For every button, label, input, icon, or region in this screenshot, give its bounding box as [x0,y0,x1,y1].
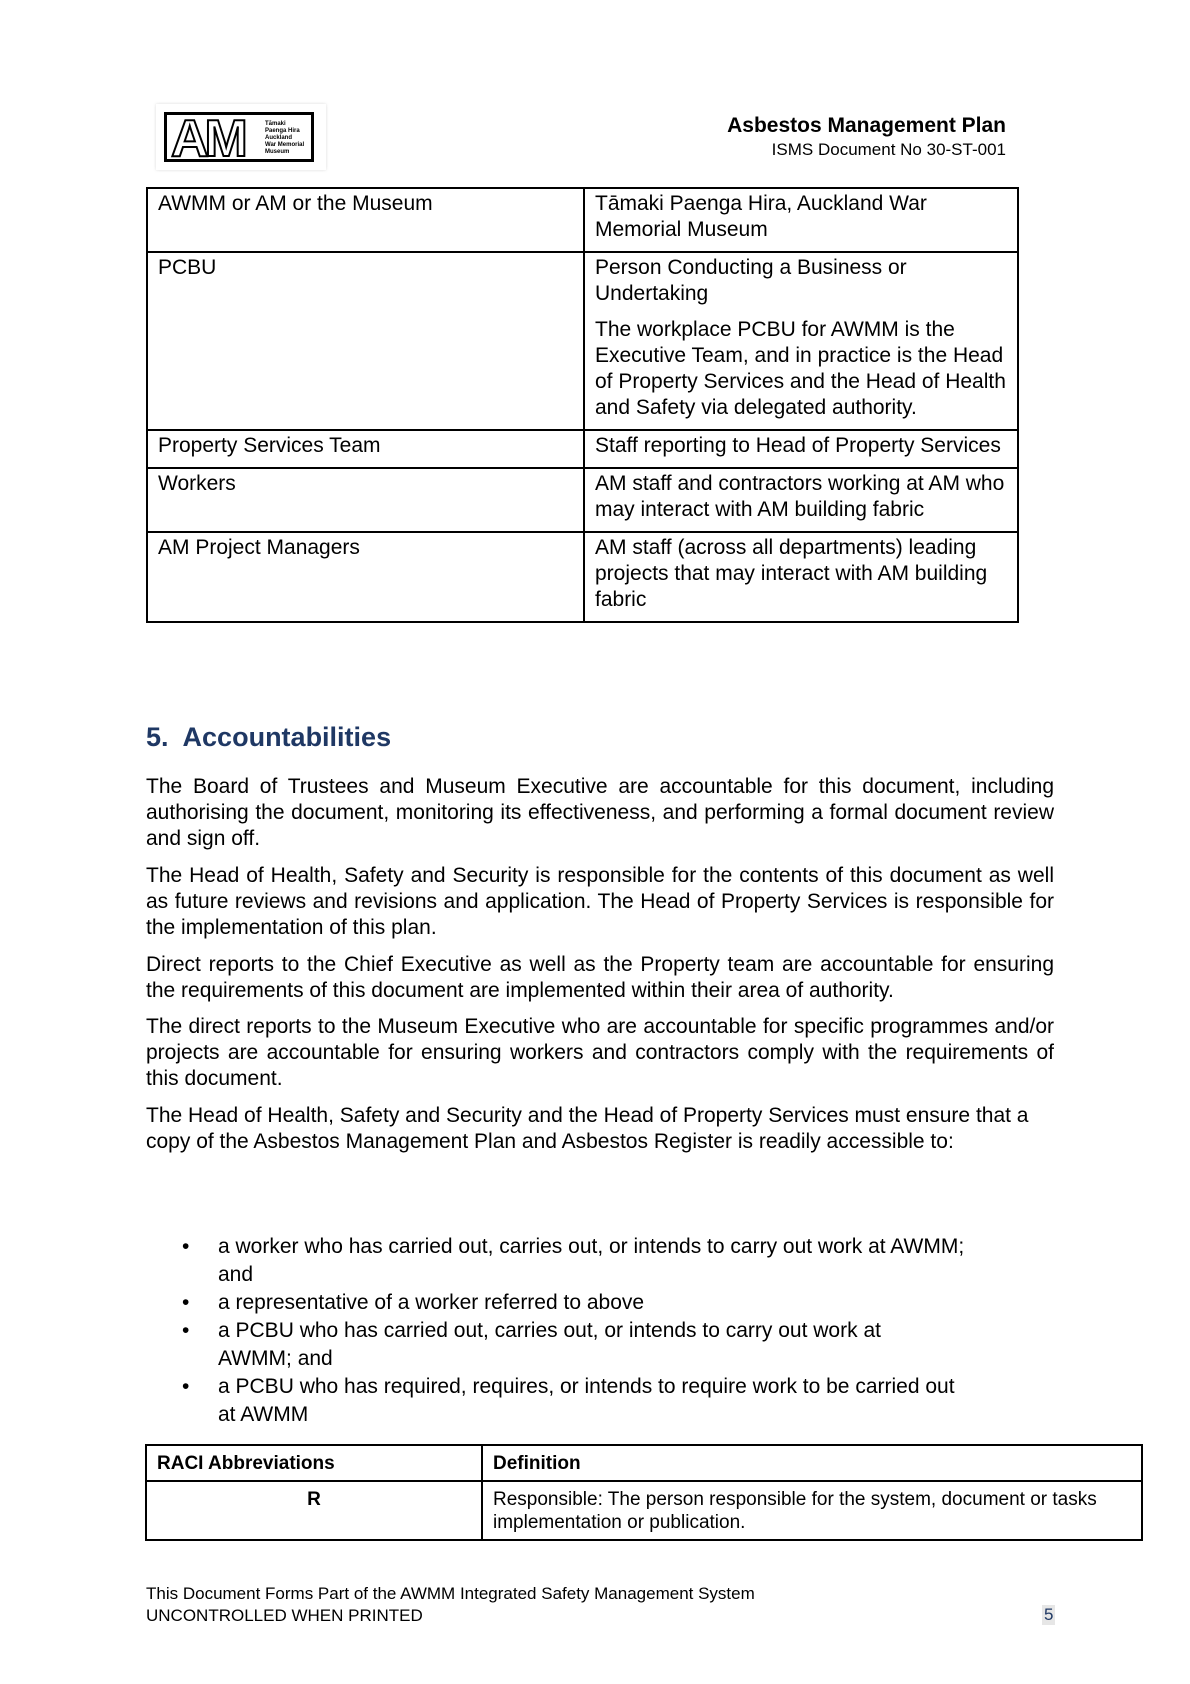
list-item [146,1317,888,1373]
definition-text: Person Conducting a Business or Undertaking [595,256,907,305]
term-cell: Workers [147,468,584,532]
list-item [146,1373,958,1429]
logo-frame [164,112,314,162]
paragraph: Direct reports to the Chief Executive as well as the Property team are accountable for ensuring the requirements of this document are implemented within their area of authority. [146,953,1054,1002]
document-number: ISMS Document No 30-ST-001 [771,140,1006,159]
table-row [147,252,1018,430]
section-title: Accountabilities [182,722,392,752]
paragraph: The Head of Health, Safety and Security and the Head of Property Services must ensure that a copy of the Asbestos Management Plan and Asbestos Register is readily accessible to: [146,1104,1029,1153]
column-header: Definition [482,1445,1142,1481]
list-item-text: a PCBU who has required, requires, or intends to require work to be carried out at AWMM [218,1375,955,1426]
definition-text: Staff reporting to Head of Property Services [595,434,1001,457]
paragraph: The Board of Trustees and Museum Executive are accountable for this document, including authorising the document, monitoring its effectiveness, and performing a formal document review and sign off. [146,775,1054,850]
definition-text: AM staff (across all departments) leading projects that may interact with AM building fabric [595,536,988,611]
raci-table [145,1444,1143,1541]
museum-logo [156,104,326,170]
term-cell: AWMM or AM or the Museum [147,188,584,252]
definition-cell [584,188,1018,252]
list-item [146,1289,966,1317]
term-cell: PCBU [147,252,584,430]
column-header: RACI Abbreviations [146,1445,482,1481]
definition-cell [584,430,1018,468]
list-item-text: a PCBU who has carried out, carries out, or intends to carry out work at AWMM; and [218,1319,881,1370]
bullet-icon: • [182,1375,190,1398]
definition-cell [584,532,1018,622]
footer-line: This Document Forms Part of the AWMM Integrated Safety Management System [146,1584,755,1603]
definition-text: Tāmaki Paenga Hira, Auckland War Memorial Museum [595,192,927,241]
page-number: 5 [1044,1605,1054,1624]
footer-line: UNCONTROLLED WHEN PRINTED [146,1606,423,1625]
bullet-icon: • [182,1291,190,1314]
page-footer [146,1583,755,1627]
logo-subtitle: Tāmaki Paenga Hira Auckland War Memorial Museum [265,121,305,155]
definitions-table [146,187,1019,623]
table-row [147,188,1018,252]
paragraph: The Head of Health, Safety and Security is responsible for the contents of this document as well as future reviews and revisions and application. The Head of Property Services is responsible for the implementation of this plan. [146,864,1054,939]
bullet-icon: • [182,1235,190,1258]
definition-text: AM staff and contractors working at AM who may interact with AM building fabric [595,472,1005,521]
document-title: Asbestos Management Plan [727,114,1006,137]
definition-cell [584,468,1018,532]
table-row [146,1481,1142,1540]
section-heading [146,722,391,753]
term-cell: Property Services Team [147,430,584,468]
section-number: 5. [146,722,169,752]
raci-abbreviation: R [146,1481,482,1540]
table-row [147,430,1018,468]
list-item [146,1233,966,1289]
bullet-list [146,1233,966,1429]
definition-cell [584,252,1018,430]
table-row [147,468,1018,532]
table-row [147,532,1018,622]
raci-definition: Responsible: The person responsible for the system, document or tasks implementation or publication. [482,1481,1142,1540]
list-item-text: a representative of a worker referred to above [218,1291,645,1314]
bullet-icon: • [182,1319,190,1342]
definition-text: The workplace PCBU for AWMM is the Executive Team, and in practice is the Head of Property Services and the Head of Health and Safety via delegated authority. [595,318,1006,419]
term-cell: AM Project Managers [147,532,584,622]
list-item-text: a worker who has carried out, carries out, or intends to carry out work at AWMM; and [218,1235,965,1286]
paragraph: The direct reports to the Museum Executive who are accountable for specific programmes and/or projects are accountable for ensuring workers and contractors comply with the requirements of this document. [146,1015,1054,1090]
logo-letters: AM [171,112,244,162]
table-header-row [146,1445,1142,1481]
